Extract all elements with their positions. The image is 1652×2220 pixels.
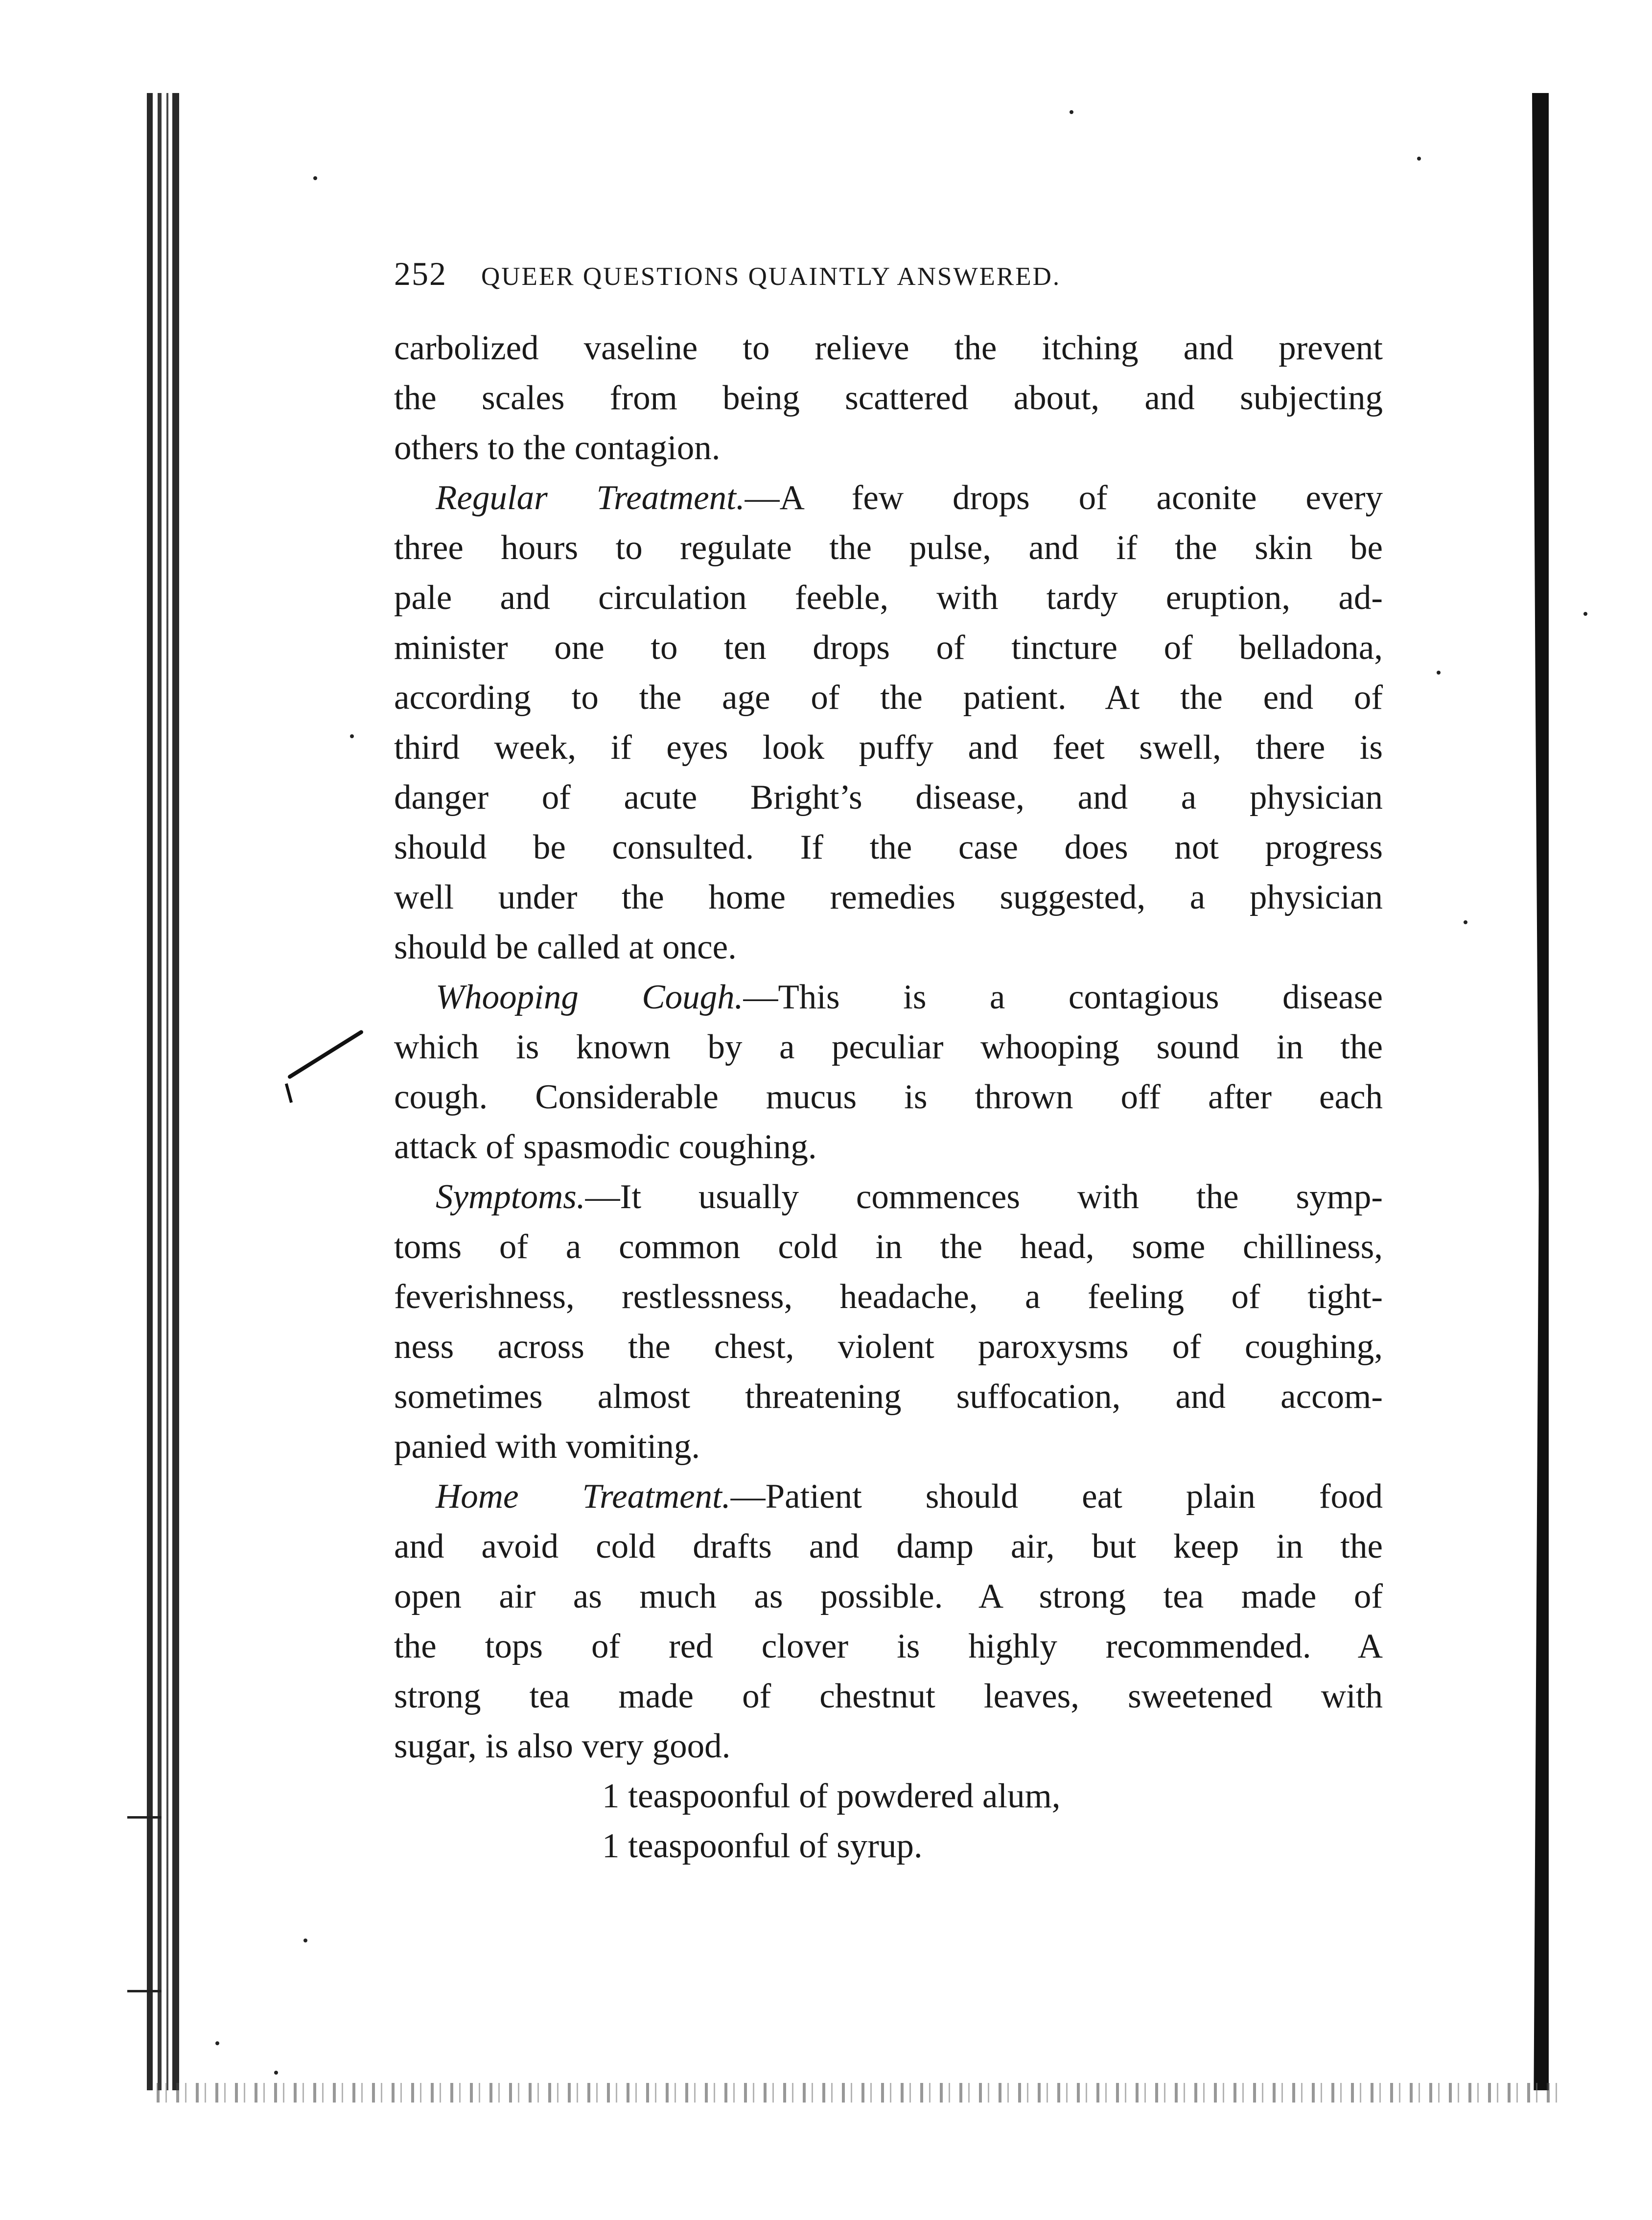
scan-speck (350, 734, 354, 738)
scan-speck (215, 2041, 219, 2045)
paragraph-symptoms (394, 1172, 1383, 1222)
text-line: attack of spasmodic coughing. (394, 1128, 817, 1166)
scan-speck (1464, 920, 1467, 924)
text-line: others to the contagion. (394, 429, 721, 467)
text-line: ness across the chest, violent paroxysms of coughing, (394, 1328, 1383, 1366)
text-line: three hours to regulate the pulse, and if the skin be (394, 529, 1383, 567)
text-line: sometimes almost threatening suffocation, and accom- (394, 1378, 1383, 1416)
text-line: toms of a common cold in the head, some chilliness, (394, 1228, 1383, 1266)
scan-dash (127, 1816, 162, 1819)
running-title: QUEER QUESTIONS QUAINTLY ANSWERED. (481, 262, 1061, 291)
text-line: and avoid cold drafts and damp air, but keep in the (394, 1527, 1383, 1566)
text-line: —Patient should eat plain food (730, 1477, 1383, 1516)
scan-dash (127, 1990, 162, 1992)
run-in-heading: Symptoms. (436, 1178, 585, 1216)
text-line: —This is a contagious disease (743, 978, 1383, 1016)
recipe-line: 1 teaspoonful of syrup. (602, 1827, 923, 1865)
text-line: pale and circulation feeble, with tardy eruption, ad- (394, 579, 1383, 617)
text-line: cough. Considerable mucus is thrown off after each (394, 1078, 1383, 1116)
recipe-line: 1 teaspoonful of powdered alum, (602, 1777, 1061, 1815)
text-line: open air as much as possible. A strong tea made of (394, 1577, 1383, 1615)
text-line: sugar, is also very good. (394, 1727, 731, 1765)
text-line: —A few drops of aconite every (745, 479, 1383, 517)
running-head (394, 255, 1383, 304)
text-line: according to the age of the patient. At the end of (394, 678, 1383, 717)
text-line: —It usually commences with the symp- (585, 1178, 1383, 1216)
page-edge-right (1532, 93, 1549, 2090)
run-in-heading: Home Treatment. (436, 1477, 731, 1516)
page-number: 252 (394, 255, 447, 292)
text-line: panied with vomiting. (394, 1427, 700, 1466)
page-edge-bottom (157, 2083, 1566, 2103)
pencil-mark-tail (285, 1083, 293, 1103)
scan-speck (303, 1939, 307, 1942)
binding-edge-left (147, 93, 181, 2090)
scan-speck (313, 176, 317, 180)
scan-speck (1070, 110, 1073, 114)
scan-speck (274, 2071, 278, 2075)
run-in-heading: Regular Treatment. (436, 479, 745, 517)
text-line: which is known by a peculiar whooping sound in the (394, 1028, 1383, 1066)
scan-speck (1437, 671, 1441, 675)
scan-speck (1417, 157, 1421, 161)
text-line: should be called at once. (394, 928, 737, 966)
paragraph-whooping-cough (394, 972, 1383, 1022)
run-in-heading: Whooping Cough. (436, 978, 744, 1016)
paragraph-regular-treatment (394, 473, 1383, 523)
pencil-mark (287, 1029, 364, 1079)
text-line: feverishness, restlessness, headache, a feeling of tight- (394, 1278, 1383, 1316)
text-line: should be consulted. If the case does not progress (394, 828, 1383, 866)
paragraph-home-treatment (394, 1472, 1383, 1521)
text-line: strong tea made of chestnut leaves, sweetened with (394, 1677, 1383, 1715)
text-line: danger of acute Bright’s disease, and a physician (394, 778, 1383, 817)
page-text (394, 255, 1383, 1871)
text-line: carbolized vaseline to relieve the itching and prevent (394, 329, 1383, 367)
scan-speck (1583, 612, 1587, 616)
text-line: well under the home remedies suggested, a physician (394, 878, 1383, 916)
text-line: the tops of red clover is highly recommended. A (394, 1627, 1383, 1665)
text-line: minister one to ten drops of tincture of belladona, (394, 629, 1383, 667)
text-line: third week, if eyes look puffy and feet swell, there is (394, 728, 1383, 767)
text-line: the scales from being scattered about, and subjecting (394, 379, 1383, 417)
